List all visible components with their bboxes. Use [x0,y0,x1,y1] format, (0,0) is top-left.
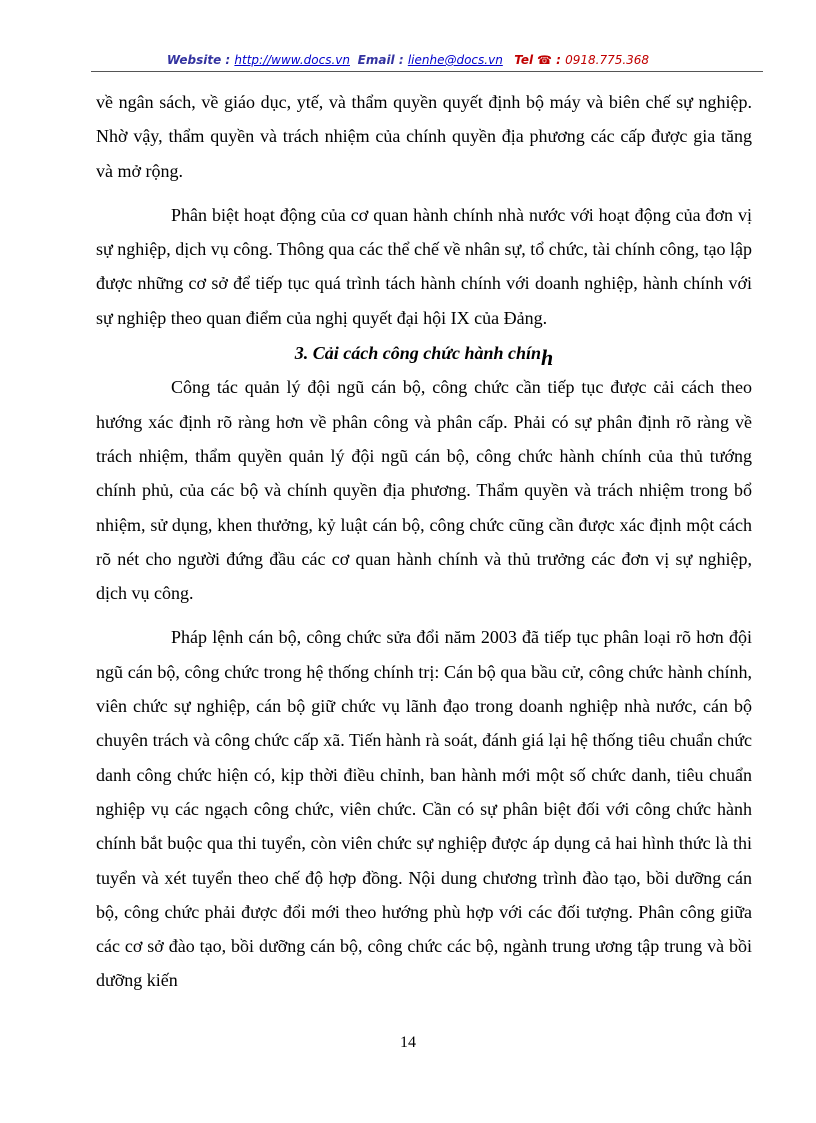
paragraph-4: Pháp lệnh cán bộ, công chức sửa đổi năm 2003 đã tiếp tục phân loại rõ hơn đội ngũ cán bộ, công chức trong hệ thống chính trị: Cán bộ qua bầu cử, công chức hành chính, viên chức sự nghiệp, cán bộ giữ chức vụ lãnh đạo trong doanh nghiệp nhà nước, cán bộ chuyên trách và công chức cấp xã. Tiến hành rà soát, đánh giá lại hệ thống tiêu chuẩn chức danh công chức hiện có, kịp thời điều chỉnh, ban hành mới một số chức danh, tiêu chuẩn nghiệp vụ các ngạch công chức, viên chức. Cần có sự phân biệt đối với công chức hành chính bắt buộc qua thi tuyển, còn viên chức sự nghiệp được áp dụng cả hai hình thức là thi tuyển và xét tuyển theo chế độ hợp đồng. Nội dung chương trình đào tạo, bồi dưỡng cán bộ, công chức phải được đổi mới theo hướng phù hợp với các đối tượng. Phân công giữa các cơ sở đào tạo, bồi dưỡng cán bộ, công chức các bộ, ngành trung ương tập trung và bồi dưỡng kiến [96,627,752,991]
email-link[interactable]: lienhe@docs.vn [407,53,503,67]
section-heading-text: 3. Cải cách công chức hành chín [294,343,542,364]
phone-icon: ☎ [536,53,552,67]
page-number: 14 [400,1034,416,1051]
tel-number: 0918.775.368 [565,53,650,67]
website-label: Website [166,53,222,67]
paragraph-1: về ngân sách, về giáo dục, ytế, và thẩm quyền quyết định bộ máy và biên chế sự nghiệp. Nhờ vậy, thẩm quyền và trách nhiệm của chính quyền địa phương các cấp được gia tăng và mở rộng. [96,92,752,181]
section-heading-tail: h [541,345,554,371]
section-heading [96,335,752,370]
document-body [96,85,752,998]
page-header [0,52,816,68]
paragraph-3: Công tác quản lý đội ngũ cán bộ, công chức cần tiếp tục được cải cách theo hướng xác định rõ ràng hơn về phân công và phân cấp. Phải có sự phân định rõ ràng về trách nhiệm, thẩm quyền quản lý đội ngũ cán bộ, công chức hành chính của thủ tướng chính phủ, của các bộ và chính quyền địa phương. Thẩm quyền và trách nhiệm trong bổ nhiệm, sử dụng, khen thưởng, kỷ luật cán bộ, công chức cũng cần được xác định một cách rõ nét cho người đứng đầu các cơ quan hành chính và thủ trưởng các đơn vị sự nghiệp, dịch vụ công. [96,377,752,604]
website-link[interactable]: http://www.docs.vn [234,53,350,67]
tel-label: Tel [514,53,534,67]
email-separator: : [394,53,408,67]
tel-separator: : [551,53,566,67]
paragraph-2: Phân biệt hoạt động của cơ quan hành chính nhà nước với hoạt động của đơn vị sự nghiệp, dịch vụ công. Thông qua các thể chế về nhân sự, tổ chức, tài chính công, tạo lập được những cơ sở để tiếp tục quá trình tách hành chính với doanh nghiệp, hành chính với sự nghiệp theo quan điểm của nghị quyết đại hội IX của Đảng. [96,204,752,328]
email-label: Email [357,53,395,67]
header-divider [91,71,763,72]
website-separator: : [221,53,235,67]
